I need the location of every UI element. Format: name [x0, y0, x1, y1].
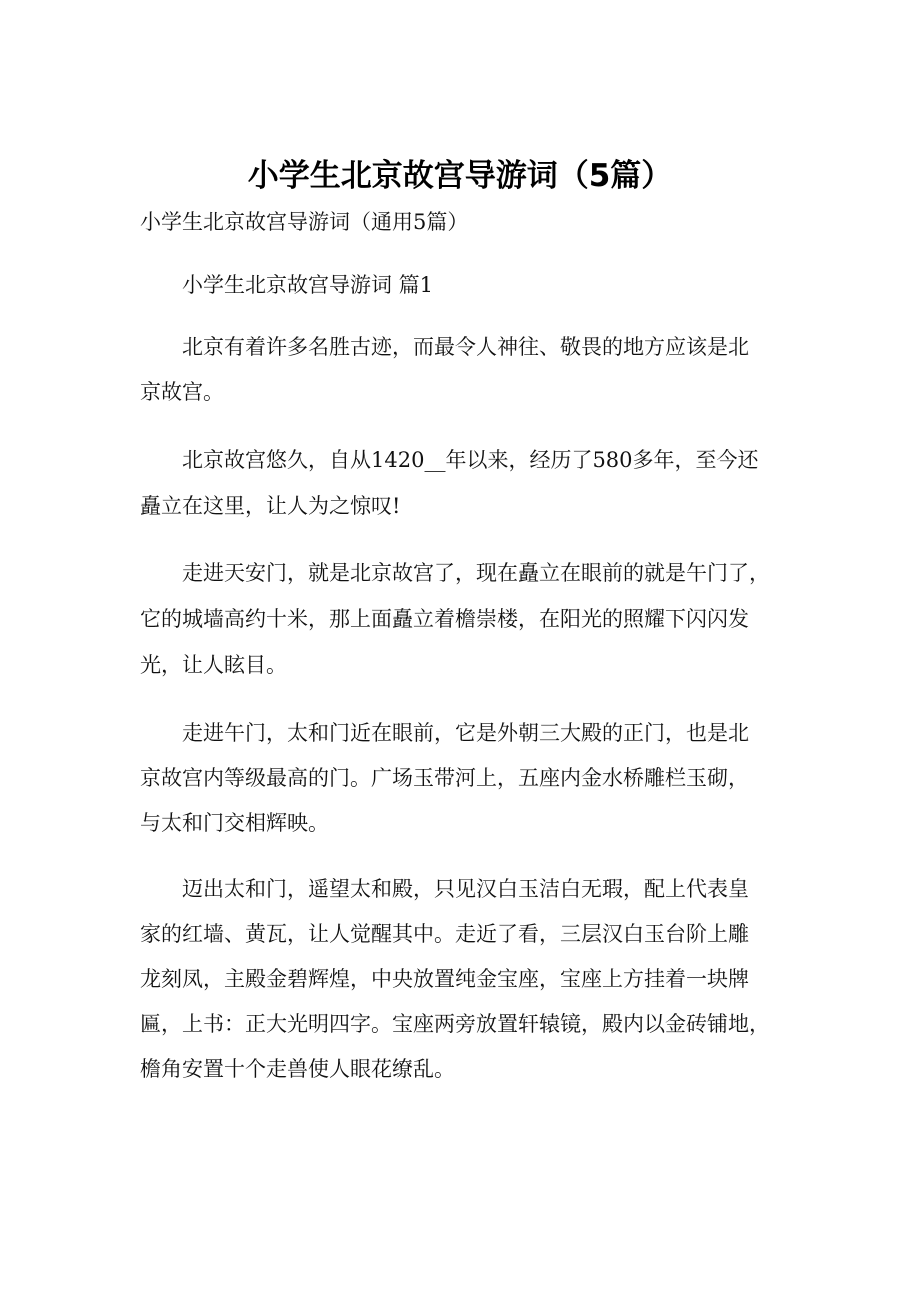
paragraph-line: 走进午门，太和门近在眼前，它是外朝三大殿的正门，也是北 [182, 721, 749, 745]
paragraph-line: 檐角安置十个走兽使人眼花缭乱。 [140, 1057, 455, 1081]
paragraph-line: 京故宫。 [140, 380, 224, 404]
paragraph-line: 北京故宫悠久，自从1420__年以来，经历了580多年，至今还 [182, 448, 759, 472]
paragraph-line: 京故宫内等级最高的门。广场玉带河上，五座内金水桥雕栏玉砌， [140, 766, 749, 790]
paragraph-line: 走进天安门，就是北京故宫了，现在矗立在眼前的就是午门了， [182, 561, 770, 585]
paragraph-line: 迈出太和门，遥望太和殿，只见汉白玉洁白无瑕，配上代表皇 [182, 877, 749, 901]
paragraph-line: 龙刻凤，主殿金碧辉煌，中央放置纯金宝座，宝座上方挂着一块牌 [140, 967, 749, 991]
paragraph-line: 家的红墙、黄瓦，让人觉醒其中。走近了看，三层汉白玉台阶上雕 [140, 922, 749, 946]
paragraph-line: 光，让人眩目。 [140, 653, 287, 677]
document-title: 小学生北京故宫导游词（5篇） [247, 158, 673, 194]
subtitle: 小学生北京故宫导游词（通用5篇） [140, 210, 469, 234]
section-heading: 小学生北京故宫导游词 篇1 [182, 273, 434, 297]
paragraph-line: 匾，上书：正大光明四字。宝座两旁放置轩辕镜，殿内以金砖铺地， [140, 1012, 770, 1036]
paragraph-line: 北京有着许多名胜古迹，而最令人神往、敬畏的地方应该是北 [182, 335, 749, 359]
paragraph-line: 它的城墙高约十米，那上面矗立着檐崇楼，在阳光的照耀下闪闪发 [140, 607, 749, 631]
paragraph-line: 矗立在这里，让人为之惊叹! [140, 494, 401, 518]
paragraph-line: 与太和门交相辉映。 [140, 811, 329, 835]
